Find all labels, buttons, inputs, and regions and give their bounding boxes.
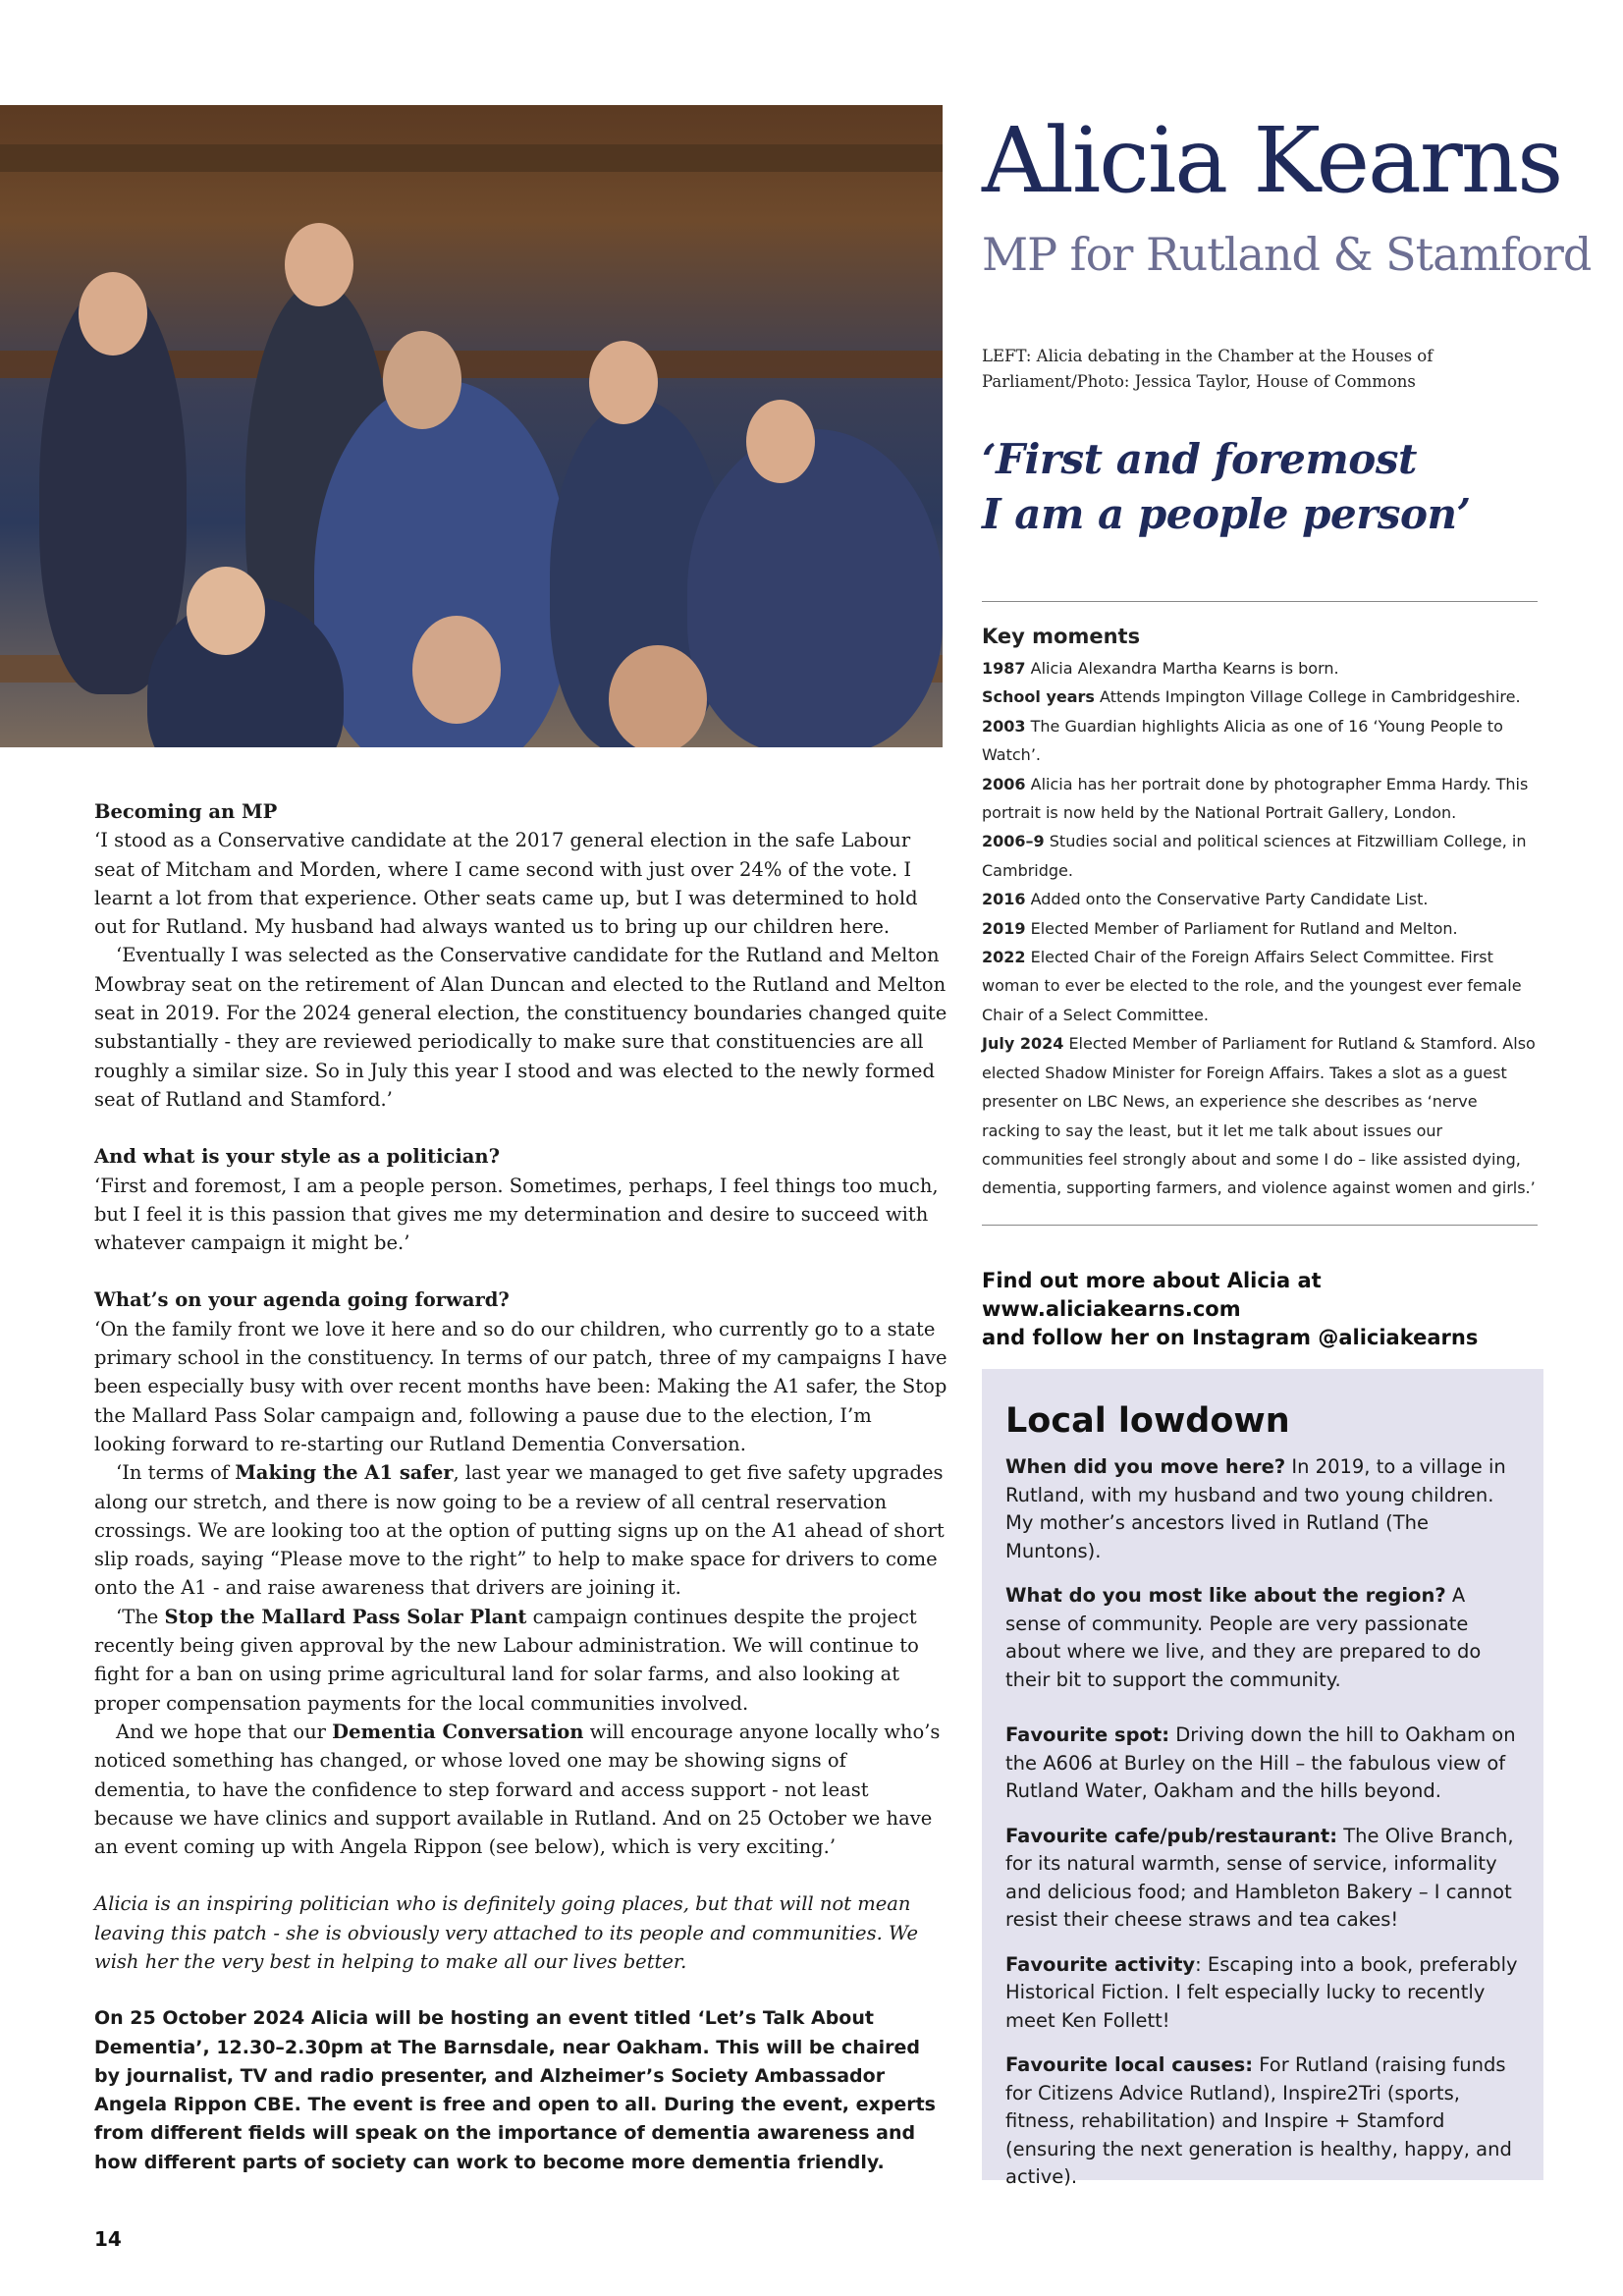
lowdown-item: Favourite local causes: For Rutland (raising funds for Citizens Advice Rutland), Inspire2Tri (sports, fitness, rehabilitation) and Inspire + Stamford (ensuring the next generation is healthy, happy, and active). <box>1005 2053 1512 2188</box>
find-out-line: Find out more about Alicia at www.aliciakearns.com <box>982 1269 1322 1321</box>
pull-quote <box>982 432 1551 542</box>
paragraph: ‘In terms of Making the A1 safer, last year we managed to get five safety upgrades along our stretch, and there is now going to be a review of all central reservation crossings. We are looking too at the option of putting signs up on the A1 ahead of short slip roads, saying “Please move to the right” to help to make space for drivers to come onto the A1 - and raise awareness that drivers are joining it. <box>94 1461 945 1600</box>
lowdown-item: What do you most like about the region? A sense of community. People are very passionate about where we live, and they are prepared to do their bit to support the community. <box>1005 1584 1482 1691</box>
key-moment-entry: 2016 Added onto the Conservative Party Candidate List. <box>982 890 1429 909</box>
local-lowdown-heading: Local lowdown <box>1005 1401 1290 1441</box>
key-moment-entry: 1987 Alicia Alexandra Martha Kearns is born. <box>982 659 1339 678</box>
key-moment-entry: 2003 The Guardian highlights Alicia as one of 16 ‘Young People to Watch’. <box>982 716 1503 765</box>
photo-caption: LEFT: Alicia debating in the Chamber at the Houses of Parliament/Photo: Jessica Taylor, House of Commons <box>982 347 1434 391</box>
lowdown-item: Favourite spot: Driving down the hill to Oakham on the A606 at Burley on the Hill – the fabulous view of Rutland Water, Oakham and the hills beyond. <box>1005 1723 1516 1802</box>
divider <box>982 601 1538 602</box>
section-heading: And what is your style as a politician? <box>94 1145 501 1169</box>
section-heading: What’s on your agenda going forward? <box>94 1288 510 1312</box>
key-moment-entry: 2022 Elected Chair of the Foreign Affairs Select Committee. First woman to ever be elected to the role, and the youngest ever female Chair of a Select Committee. <box>982 948 1522 1024</box>
key-moments <box>982 619 1538 1203</box>
lowdown-item: Favourite cafe/pub/restaurant: The Olive Branch, for its natural warmth, sense of service, informality and delicious food; and Hambleton Bakery – I cannot resist their cheese straws and tea cakes! <box>1005 1824 1514 1931</box>
find-out-more <box>982 1267 1551 1352</box>
paragraph: ‘I stood as a Conservative candidate at the 2017 general election in the safe Labour seat of Mitcham and Morden, where I came second with just over 24% of the vote. I learnt a lot from that experience. Other seats came up, but I was determined to hold out for Rutland. My husband had always wanted us to bring up our children here. <box>94 829 918 939</box>
article-body <box>94 797 948 2177</box>
lowdown-item: Favourite activity: Escaping into a book, preferably Historical Fiction. I felt especially lucky to recently meet Ken Follett! <box>1005 1952 1518 2032</box>
key-moment-entry: School years Attends Impington Village College in Cambridgeshire. <box>982 687 1521 707</box>
key-moment-entry: July 2024 Elected Member of Parliament for Rutland & Stamford. Also elected Shadow Minister for Foreign Affairs. Takes a slot as a guest presenter on LBC News, an experience she describes as ‘nerve racking to say the least, but it let me talk about issues our communities feel strongly about and some I do – like assisted dying, dementia, supporting farmers, and violence against women and girls.’ <box>982 1034 1536 1198</box>
key-moment-entry: 2019 Elected Member of Parliament for Rutland and Melton. <box>982 918 1458 938</box>
section-heading: Becoming an MP <box>94 800 278 823</box>
paragraph: ‘Eventually I was selected as the Conservative candidate for the Rutland and Melton Mowbray seat on the retirement of Alan Duncan and elected to the Rutland and Melton seat in 2019. For the 2024 general election, the constituency boundaries changed quite substantially - they are reviewed periodically to make sure that constituencies are all roughly a similar size. So in July this year I stood and was elected to the newly formed seat of Rutland and Stamford.’ <box>94 944 947 1111</box>
paragraph: ‘First and foremost, I am a people person. Sometimes, perhaps, I feel things too much, but I feel it is this passion that gives me my determination and desire to succeed with whatever campaign it might be.’ <box>94 1174 939 1255</box>
divider <box>982 1225 1538 1226</box>
pull-quote-line: ‘First and foremost <box>982 435 1417 483</box>
paragraph: ‘The Stop the Mallard Pass Solar Plant campaign continues despite the project recently being given approval by the new Labour administration. We will continue to fight for a ban on using prime agricultural land for solar farms, and also looking at proper compensation payments for the local communities involved. <box>94 1605 919 1715</box>
page-title: Alicia Kearns <box>982 108 1562 213</box>
closing-paragraph: Alicia is an inspiring politician who is definitely going places, but that will not mean leaving this patch - she is obviously very attached to its people and communities. We wish her the very best in helping to make all our lives better. <box>94 1892 918 1973</box>
find-out-line: and follow her on Instagram @aliciakearns <box>982 1326 1479 1349</box>
local-lowdown-box <box>982 1369 1543 2188</box>
paragraph: And we hope that our Dementia Conversation will encourage anyone locally who’s noticed something has changed, or whose loved one may be showing signs of dementia, to have the confidence to step forward and access support - not least because we have clinics and support available in Rutland. And on 25 October we have an event coming up with Angela Rippon (see below), which is very exciting.’ <box>94 1720 941 1859</box>
paragraph: ‘On the family front we love it here and so do our children, who currently go to a state primary school in the constituency. In terms of our patch, three of my campaigns I have been especially busy with over recent months have been: Making the A1 safer, the Stop the Mallard Pass Solar campaign and, following a pause due to the election, I’m looking forward to re-starting our Rutland Dementia Conversation. <box>94 1317 947 1455</box>
parliament-photo <box>0 105 943 747</box>
page-number: 14 <box>94 2227 122 2251</box>
key-moments-heading: Key moments <box>982 625 1141 648</box>
lowdown-item: When did you move here? In 2019, to a village in Rutland, with my husband and two young children. My mother’s ancestors lived in Rutland (The Muntons). <box>1005 1455 1506 1562</box>
key-moment-entry: 2006 Alicia has her portrait done by photographer Emma Hardy. This portrait is now held by the National Portrait Gallery, London. <box>982 774 1529 823</box>
key-moment-entry: 2006–9 Studies social and political sciences at Fitzwilliam College, in Cambridge. <box>982 832 1527 880</box>
pull-quote-line: I am a people person’ <box>982 490 1471 538</box>
page-subtitle: MP for Rutland & Stamford <box>982 228 1592 281</box>
event-announcement: On 25 October 2024 Alicia will be hosting an event titled ‘Let’s Talk About Dementia’, 12.30–2.30pm at The Barnsdale, near Oakham. This will be chaired by journalist, TV and radio presenter, and Alzheimer’s Society Ambassador Angela Rippon CBE. The event is free and open to all. During the event, experts from different fields will speak on the importance of dementia awareness and how different parts of society can work to become more dementia friendly. <box>94 2007 936 2173</box>
